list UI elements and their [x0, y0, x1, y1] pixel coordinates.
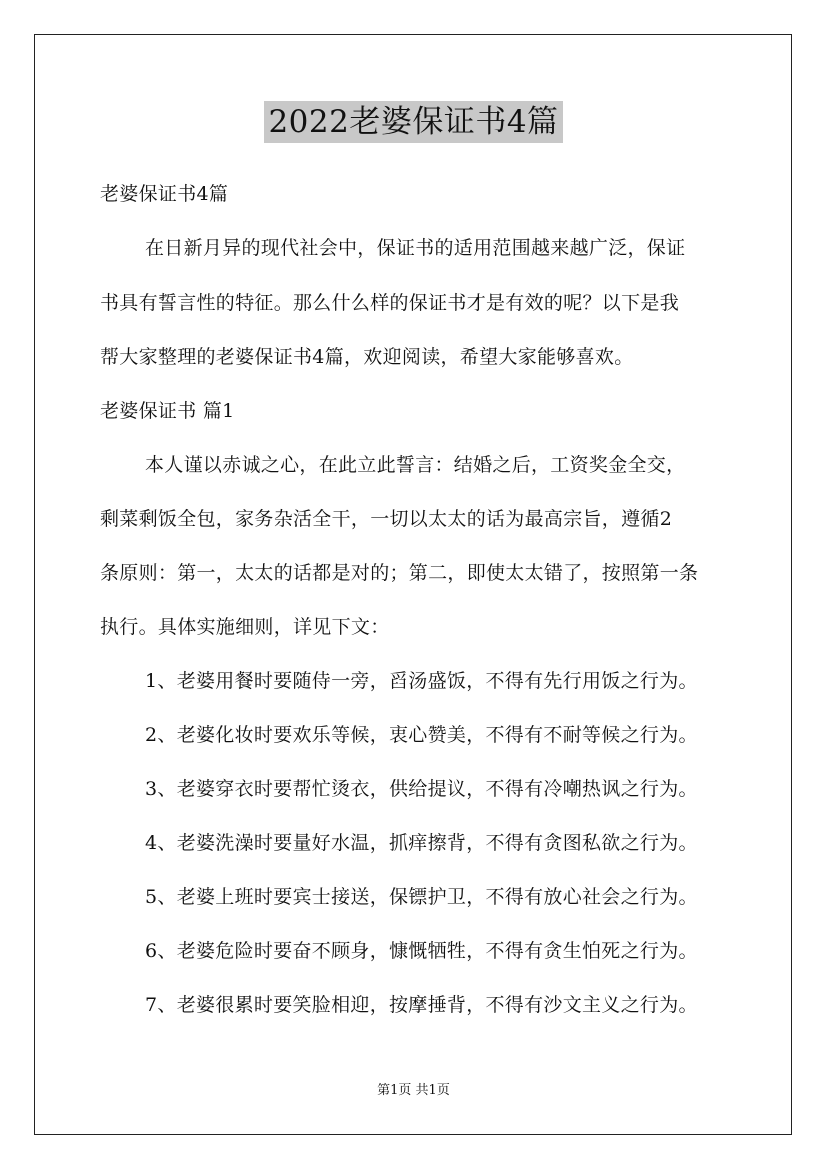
rule-item: 7、老婆很累时要笑脸相迎，按摩捶背，不得有沙文主义之行为。: [145, 994, 698, 1016]
rule-item: 1、老婆用餐时要随侍一旁，舀汤盛饭，不得有先行用饭之行为。: [145, 670, 698, 692]
page-number-footer: 第1页 共1页: [377, 1083, 450, 1098]
intro-line: 在日新月异的现代社会中，保证书的适用范围越来越广泛，保证: [145, 237, 686, 259]
intro-line: 帮大家整理的老婆保证书4篇，欢迎阅读，希望大家能够喜欢。: [100, 346, 634, 368]
document-title-wrapper: [0, 101, 827, 143]
vow-line: 剩菜剩饭全包，家务杂活全干，一切以太太的话为最高宗旨，遵循2: [100, 508, 673, 530]
vow-line: 条原则：第一，太太的话都是对的；第二，即使太太错了，按照第一条: [100, 562, 699, 584]
rule-item: 5、老婆上班时要宾士接送，保镖护卫，不得有放心社会之行为。: [145, 886, 698, 908]
section-heading: 老婆保证书 篇1: [100, 400, 235, 422]
intro-line: 书具有誓言性的特征。那么什么样的保证书才是有效的呢？以下是我: [100, 292, 680, 314]
document-title: 2022老婆保证书4篇: [264, 101, 562, 143]
document-subtitle: 老婆保证书4篇: [100, 183, 229, 205]
rule-item: 6、老婆危险时要奋不顾身，慷慨牺牲，不得有贪生怕死之行为。: [145, 940, 698, 962]
rule-item: 2、老婆化妆时要欢乐等候，衷心赞美，不得有不耐等候之行为。: [145, 724, 698, 746]
rule-item: 4、老婆洗澡时要量好水温，抓痒擦背，不得有贪图私欲之行为。: [145, 832, 698, 854]
rule-item: 3、老婆穿衣时要帮忙烫衣，供给提议，不得有冷嘲热讽之行为。: [145, 778, 698, 800]
vow-line: 本人谨以赤诚之心，在此立此誓言：结婚之后，工资奖金全交，: [145, 454, 686, 476]
vow-line: 执行。具体实施细则，详见下文：: [100, 616, 390, 638]
